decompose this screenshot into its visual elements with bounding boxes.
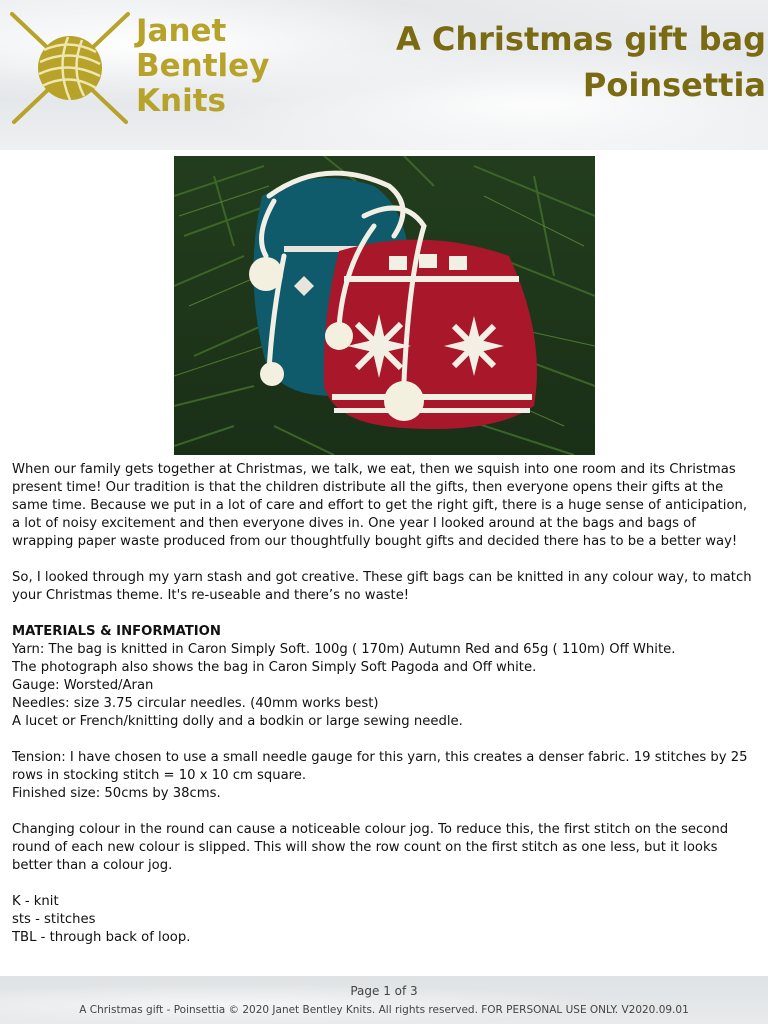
materials-photo-note: The photograph also shows the bag in Caron Simply Soft Pagoda and Off white. xyxy=(12,660,537,675)
copyright-notice: A Christmas gift - Poinsettia © 2020 Janet Bentley Knits. All rights reserved. FOR PERSONAL USE ONLY. V2020.09.01 xyxy=(79,1004,689,1016)
colour-jog-paragraph: Changing colour in the round can cause a noticeable colour jog. To reduce this, the first stitch on the second round of each new colour is slipped. This will show the row count on the first stitch as one less, but it looks better than a colour jog. xyxy=(12,822,729,873)
logo-line-janet: Janet xyxy=(136,13,227,49)
title-line-1: A Christmas gift bag xyxy=(395,20,766,58)
page-number: Page 1 of 3 xyxy=(350,984,418,998)
materials-heading: MATERIALS & INFORMATION xyxy=(12,624,221,639)
title-line-2: Poinsettia xyxy=(582,66,766,104)
finished-size-text: Finished size: 50cms by 38cms. xyxy=(12,786,221,801)
materials-section xyxy=(12,623,756,731)
abbreviation-tbl: TBL - through back of loop. xyxy=(12,930,191,945)
materials-yarn: Yarn: The bag is knitted in Caron Simply Soft. 100g ( 170m) Autumn Red and 65g ( 110m) Off White. xyxy=(12,642,676,657)
materials-gauge: Gauge: Worsted/Aran xyxy=(12,678,154,693)
page-header xyxy=(0,0,768,150)
tension-section xyxy=(12,749,756,803)
materials-needles: Needles: size 3.75 circular needles. (40mm works best) xyxy=(12,696,379,711)
intro-paragraph: When our family gets together at Christmas, we talk, we eat, then we squish into one room and its Christmas present time! Our tradition is that the children distribute all the gifts, then everyone opens their gifts at the same time. Because we put in a lot of care and effort to get the right gift, there is a huge sense of anticipation, a lot of noisy excitement and then everyone dives in. One year I looked around at the bags and bags of wrapping paper waste produced from our thoughtfully bought gifts and decided there has to be a better way! xyxy=(12,462,748,549)
tension-text: Tension: I have chosen to use a small needle gauge for this yarn, this creates a denser fabric. 19 stitches by 25 rows in stocking stitch = 10 x 10 cm square. xyxy=(12,750,748,783)
abbreviations-list xyxy=(12,893,756,947)
knitted-gift-bags-photo-icon xyxy=(174,156,595,455)
brand-logo-text xyxy=(136,14,269,119)
gift-bags-photo xyxy=(174,156,595,455)
abbreviation-stitches: sts - stitches xyxy=(12,912,96,927)
abbreviation-knit: K - knit xyxy=(12,894,59,909)
page-footer xyxy=(0,976,768,1024)
logo-line-knits: Knits xyxy=(136,83,226,119)
pattern-body xyxy=(12,461,756,965)
intro-paragraph-2: So, I looked through my yarn stash and got creative. These gift bags can be knitted in any colour way, to match your Christmas theme. It's re-useable and there’s no waste! xyxy=(12,570,752,603)
logo-line-bentley: Bentley xyxy=(136,48,270,84)
pattern-title xyxy=(396,16,766,108)
materials-tools: A lucet or French/knitting dolly and a bodkin or large sewing needle. xyxy=(12,714,463,729)
yarn-ball-knitting-needles-icon xyxy=(8,10,132,126)
